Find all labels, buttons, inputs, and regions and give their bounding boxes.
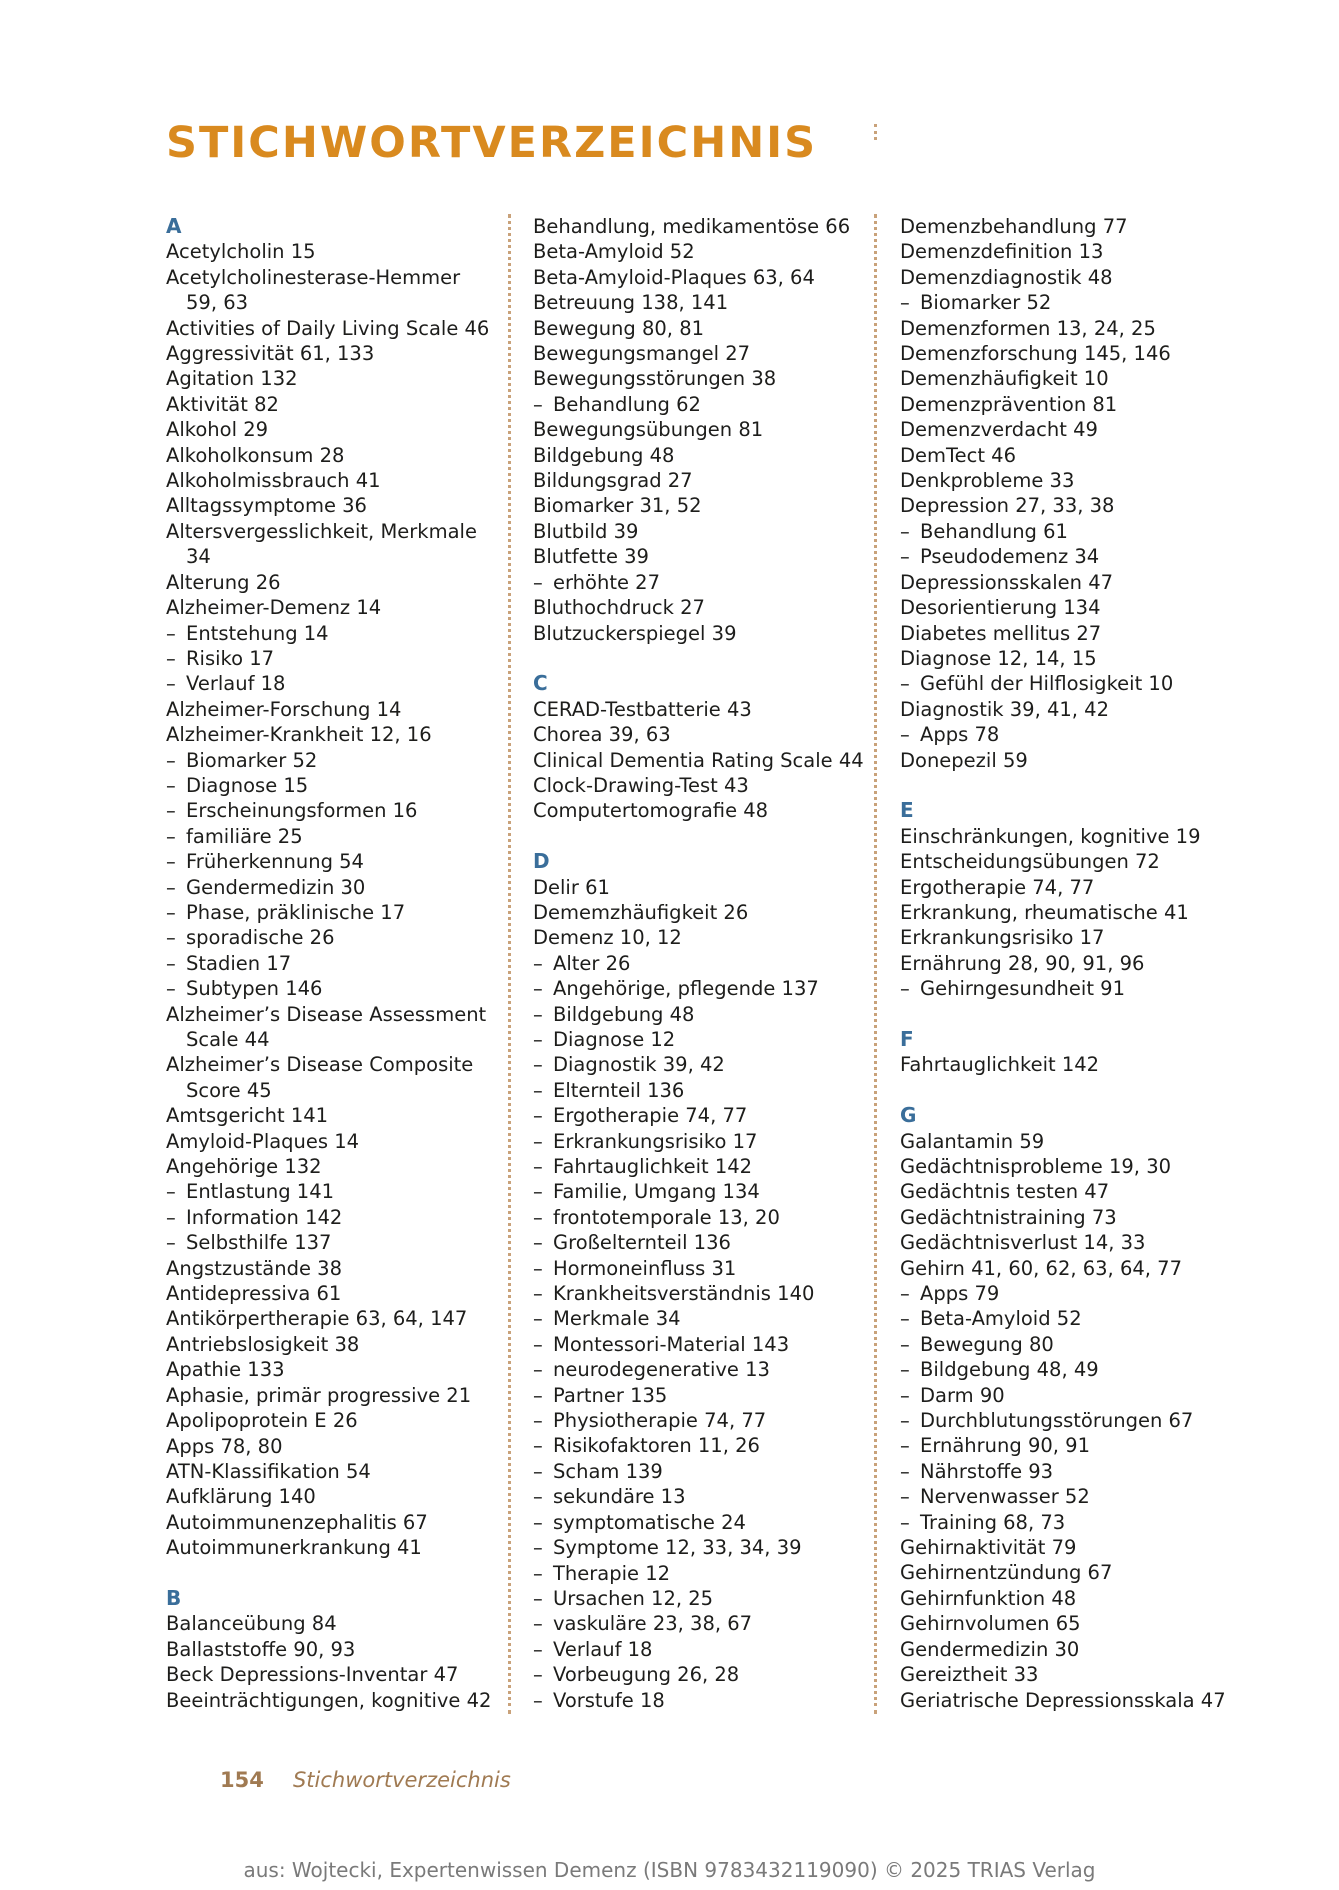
index-subentry: – Elternteil 136 <box>533 1078 863 1103</box>
index-entry: Depression 27, 33, 38 <box>900 494 1115 518</box>
index-entry: Gehirnentzündung 67 <box>900 1561 1113 1585</box>
section-letter: C <box>533 671 548 696</box>
index-entry: Depressionsskalen 47 <box>900 570 1114 594</box>
index-entry: Acetylcholin 15 <box>166 240 316 264</box>
index-entry: Agitation 132 <box>166 367 298 391</box>
index-subentry: – Angehörige, pflegende 137 <box>533 976 863 1001</box>
index-subentry: – Alter 26 <box>533 951 863 976</box>
index-subentry: – Behandlung 62 <box>533 392 863 417</box>
index-subentry: – Vorbeugung 26, 28 <box>533 1662 863 1687</box>
index-entry: Demenzverdacht 49 <box>900 418 1098 442</box>
index-entry: Beeinträchtigungen, kognitive 42 <box>166 1688 492 1712</box>
index-column-3 <box>900 214 1230 1713</box>
index-entry: Beta-Amyloid 52 <box>533 240 695 264</box>
index-entry: DemTect 46 <box>900 443 1016 467</box>
index-subentry: – Nährstoffe 93 <box>900 1459 1230 1484</box>
index-entry: Clock-Drawing-Test 43 <box>533 773 749 797</box>
page-footer <box>220 1768 511 1792</box>
index-entry: ATN-Klassifikation 54 <box>166 1459 371 1483</box>
index-entry: Demenzformen 13, 24, 25 <box>900 316 1156 340</box>
index-entry: Diagnose 12, 14, 15 <box>900 646 1097 670</box>
index-entry: Alkohol 29 <box>166 418 269 442</box>
index-subentry: – Selbsthilfe 137 <box>166 1230 496 1255</box>
index-entry: Beck Depressions-Inventar 47 <box>166 1663 459 1687</box>
index-subentry: – Therapie 12 <box>533 1561 863 1586</box>
index-entry: Balanceübung 84 <box>166 1612 337 1636</box>
section-gap <box>900 773 1230 798</box>
index-subentry: – Stadien 17 <box>166 951 496 976</box>
index-entry: Erkrankungsrisiko 17 <box>900 926 1105 950</box>
index-subentry: – symptomatische 24 <box>533 1510 863 1535</box>
section-letter: B <box>166 1585 182 1610</box>
index-entry-continuation: 59, 63 <box>186 291 249 315</box>
index-subentry: – Biomarker 52 <box>166 748 496 773</box>
index-entry-continuation: Scale 44 <box>186 1028 270 1051</box>
index-subentry: – Darm 90 <box>900 1383 1230 1408</box>
column-divider-2 <box>874 214 877 1714</box>
index-subentry: – Bildgebung 48, 49 <box>900 1357 1230 1382</box>
index-entry: Gehirnaktivität 79 <box>900 1536 1077 1560</box>
index-entry: Alkoholmissbrauch 41 <box>166 469 381 493</box>
index-subentry: – Partner 135 <box>533 1383 863 1408</box>
index-entry: Bewegung 80, 81 <box>533 316 705 340</box>
index-subentry: – Gendermedizin 30 <box>166 875 496 900</box>
index-entry: Gehirnvolumen 65 <box>900 1612 1081 1636</box>
section-gap <box>533 646 863 671</box>
index-entry: Acetylcholinesterase-Hemmer <box>166 265 461 289</box>
index-subentry: – Apps 79 <box>900 1281 1230 1306</box>
index-subentry: – Vorstufe 18 <box>533 1688 863 1713</box>
index-subentry: – Ursachen 12, 25 <box>533 1586 863 1611</box>
index-entry: Activities of Daily Living Scale 46 <box>166 316 490 340</box>
index-subentry: – Erscheinungsformen 16 <box>166 798 496 823</box>
index-subentry: – Subtypen 146 <box>166 976 496 1001</box>
section-gap <box>166 1561 496 1586</box>
section-gap <box>533 824 863 849</box>
index-subentry: – Ernährung 90, 91 <box>900 1433 1230 1458</box>
index-entry: Biomarker 31, 52 <box>533 494 702 518</box>
index-entry: Angehörige 132 <box>166 1155 322 1179</box>
index-entry: Blutfette 39 <box>533 545 649 569</box>
index-entry-continuation: 34 <box>186 545 211 569</box>
index-subentry: – sporadische 26 <box>166 925 496 950</box>
section-letter: G <box>900 1103 917 1128</box>
index-entry: Antidepressiva 61 <box>166 1282 342 1306</box>
index-subentry: – Pseudodemenz 34 <box>900 544 1230 569</box>
index-subentry: – Apps 78 <box>900 722 1230 747</box>
index-entry: Dememzhäufigkeit 26 <box>533 900 749 924</box>
index-entry: Apolipoprotein E 26 <box>166 1409 358 1433</box>
index-subentry: – Information 142 <box>166 1205 496 1230</box>
index-subentry: – Verlauf 18 <box>166 671 496 696</box>
index-subentry: – Fahrtauglichkeit 142 <box>533 1154 863 1179</box>
index-subentry: – Risiko 17 <box>166 646 496 671</box>
index-entry: Erkrankung, rheumatische 41 <box>900 900 1189 924</box>
index-column-1 <box>166 214 496 1713</box>
index-subentry: – Verlauf 18 <box>533 1637 863 1662</box>
index-subentry: – Bildgebung 48 <box>533 1002 863 1027</box>
index-entry: Bildungsgrad 27 <box>533 469 693 493</box>
column-divider-top <box>874 124 877 140</box>
index-entry: Alzheimer-Forschung 14 <box>166 697 402 721</box>
index-entry: Gehirnfunktion 48 <box>900 1586 1077 1610</box>
index-entry: Gedächtnis testen 47 <box>900 1180 1110 1204</box>
index-entry: Alzheimer’s Disease Assessment <box>166 1002 487 1026</box>
index-entry: Blutzuckerspiegel 39 <box>533 621 737 645</box>
index-subentry: – Durchblutungsstörungen 67 <box>900 1408 1230 1433</box>
index-entry: Alzheimer’s Disease Composite <box>166 1053 474 1077</box>
index-entry: Demenzprävention 81 <box>900 392 1118 416</box>
index-subentry: – neurodegenerative 13 <box>533 1357 863 1382</box>
index-subentry: – Ergotherapie 74, 77 <box>533 1103 863 1128</box>
index-entry: Diabetes mellitus 27 <box>900 621 1102 645</box>
index-entry: Alkoholkonsum 28 <box>166 443 345 467</box>
index-subentry: – Erkrankungsrisiko 17 <box>533 1129 863 1154</box>
index-subentry: – Diagnose 15 <box>166 773 496 798</box>
index-entry: Amtsgericht 141 <box>166 1104 329 1128</box>
section-letter: D <box>533 849 550 874</box>
index-subentry: – Krankheitsverständnis 140 <box>533 1281 863 1306</box>
index-entry: Autoimmunerkrankung 41 <box>166 1536 422 1560</box>
index-subentry: – vaskuläre 23, 38, 67 <box>533 1611 863 1636</box>
index-subentry: – Gefühl der Hilflosigkeit 10 <box>900 671 1230 696</box>
index-subentry: – sekundäre 13 <box>533 1484 863 1509</box>
index-entry: Betreuung 138, 141 <box>533 291 729 315</box>
index-entry: Aphasie, primär progressive 21 <box>166 1383 472 1407</box>
index-subentry: – Hormoneinfluss 31 <box>533 1256 863 1281</box>
index-entry: Bewegungsmangel 27 <box>533 342 751 366</box>
index-entry: Aktivität 82 <box>166 392 279 416</box>
index-subentry: – Entlastung 141 <box>166 1179 496 1204</box>
index-entry: Behandlung, medikamentöse 66 <box>533 215 851 238</box>
section-gap <box>900 1002 1230 1027</box>
index-entry: Gedächtnisverlust 14, 33 <box>900 1231 1146 1255</box>
index-subentry: – frontotemporale 13, 20 <box>533 1205 863 1230</box>
index-subentry: – Scham 139 <box>533 1459 863 1484</box>
index-entry: Apps 78, 80 <box>166 1434 283 1458</box>
index-subentry: – Nervenwasser 52 <box>900 1484 1230 1509</box>
index-entry: Ernährung 28, 90, 91, 96 <box>900 951 1145 975</box>
index-subentry: – Entstehung 14 <box>166 621 496 646</box>
index-entry: Alltagssymptome 36 <box>166 494 367 518</box>
index-entry: Geriatrische Depressionsskala 47 <box>900 1688 1226 1712</box>
index-subentry: – Behandlung 61 <box>900 519 1230 544</box>
index-entry: Aufklärung 140 <box>166 1485 316 1509</box>
index-entry: Blutbild 39 <box>533 519 639 543</box>
index-entry: Altersvergesslichkeit, Merkmale <box>166 519 477 543</box>
index-entry-continuation: Score 45 <box>186 1078 272 1102</box>
index-entry: Antikörpertherapie 63, 64, 147 <box>166 1307 468 1331</box>
index-entry: Antriebslosigkeit 38 <box>166 1332 360 1356</box>
index-entry: Alzheimer-Demenz 14 <box>166 596 382 620</box>
running-title: Stichwortverzeichnis <box>292 1768 511 1792</box>
index-entry: Aggressivität 61, 133 <box>166 342 375 366</box>
index-subentry: – Diagnose 12 <box>533 1027 863 1052</box>
index-entry: Computertomografie 48 <box>533 799 769 823</box>
source-line: aus: Wojtecki, Expertenwissen Demenz (ISBN 9783432119090) © 2025 TRIAS Verlag <box>243 1858 1096 1882</box>
index-subentry: – Diagnostik 39, 42 <box>533 1052 863 1077</box>
index-subentry: – Bewegung 80 <box>900 1332 1230 1357</box>
index-entry: Demenzdefinition 13 <box>900 240 1104 264</box>
index-subentry: – erhöhte 27 <box>533 570 863 595</box>
index-column-2 <box>533 214 863 1713</box>
index-subentry: – Großelternteil 136 <box>533 1230 863 1255</box>
index-entry: Demenzbehandlung 77 <box>900 215 1128 238</box>
index-entry: Clinical Dementia Rating Scale 44 <box>533 748 864 772</box>
index-entry: Demenzforschung 145, 146 <box>900 342 1171 366</box>
index-subentry: – Früherkennung 54 <box>166 849 496 874</box>
index-entry: Desorientierung 134 <box>900 596 1101 620</box>
index-entry: Entscheidungsübungen 72 <box>900 850 1160 874</box>
index-subentry: – familiäre 25 <box>166 824 496 849</box>
index-subentry: – Phase, präklinische 17 <box>166 900 496 925</box>
index-entry: Chorea 39, 63 <box>533 723 671 747</box>
index-entry: Autoimmunenzephalitis 67 <box>166 1510 428 1534</box>
index-subentry: – Training 68, 73 <box>900 1510 1230 1535</box>
index-entry: Gedächtnisprobleme 19, 30 <box>900 1154 1172 1178</box>
index-subentry: – Symptome 12, 33, 34, 39 <box>533 1535 863 1560</box>
index-entry: Gedächtnistraining 73 <box>900 1205 1117 1229</box>
index-entry: Amyloid-Plaques 14 <box>166 1129 360 1153</box>
index-entry: Bluthochdruck 27 <box>533 596 705 620</box>
index-entry: Denkprobleme 33 <box>900 469 1075 493</box>
index-entry: Diagnostik 39, 41, 42 <box>900 697 1109 721</box>
section-letter: F <box>900 1026 914 1051</box>
index-entry: Angstzustände 38 <box>166 1256 342 1280</box>
index-entry: Demenz 10, 12 <box>533 926 682 950</box>
index-subentry: – Montessori-Material 143 <box>533 1332 863 1357</box>
index-entry: Bewegungsstörungen 38 <box>533 367 777 391</box>
index-entry: Donepezil 59 <box>900 748 1028 772</box>
index-entry: Beta-Amyloid-Plaques 63, 64 <box>533 265 815 289</box>
index-entry: Fahrtauglichkeit 142 <box>900 1053 1100 1077</box>
section-letter: E <box>900 798 914 823</box>
index-entry: Bewegungsübungen 81 <box>533 418 764 442</box>
index-entry: Apathie 133 <box>166 1358 285 1382</box>
index-subentry: – Biomarker 52 <box>900 290 1230 315</box>
column-divider-1 <box>508 214 511 1714</box>
page-number: 154 <box>220 1768 264 1792</box>
index-entry: Einschränkungen, kognitive 19 <box>900 824 1201 848</box>
index-subentry: – Merkmale 34 <box>533 1306 863 1331</box>
index-subentry: – Risikofaktoren 11, 26 <box>533 1433 863 1458</box>
index-entry: Demenzdiagnostik 48 <box>900 265 1113 289</box>
section-gap <box>900 1078 1230 1103</box>
index-subentry: – Beta-Amyloid 52 <box>900 1306 1230 1331</box>
index-entry: Demenzhäufigkeit 10 <box>900 367 1109 391</box>
index-entry: Ergotherapie 74, 77 <box>900 875 1095 899</box>
index-entry: Alzheimer-Krankheit 12, 16 <box>166 723 432 747</box>
index-entry: Gehirn 41, 60, 62, 63, 64, 77 <box>900 1256 1182 1280</box>
index-entry: Ballaststoffe 90, 93 <box>166 1637 356 1661</box>
index-entry: Gereiztheit 33 <box>900 1663 1039 1687</box>
section-letter: A <box>166 214 182 238</box>
index-entry: Bildgebung 48 <box>533 443 675 467</box>
index-subentry: – Physiotherapie 74, 77 <box>533 1408 863 1433</box>
index-entry: Gendermedizin 30 <box>900 1637 1080 1661</box>
index-entry: Galantamin 59 <box>900 1129 1045 1153</box>
index-entry: Delir 61 <box>533 875 610 899</box>
index-subentry: – Gehirngesundheit 91 <box>900 976 1230 1001</box>
index-subentry: – Familie, Umgang 134 <box>533 1179 863 1204</box>
index-entry: Alterung 26 <box>166 570 281 594</box>
index-entry: CERAD-Testbatterie 43 <box>533 697 752 721</box>
page-title: STICHWORTVERZEICHNIS <box>166 118 818 168</box>
